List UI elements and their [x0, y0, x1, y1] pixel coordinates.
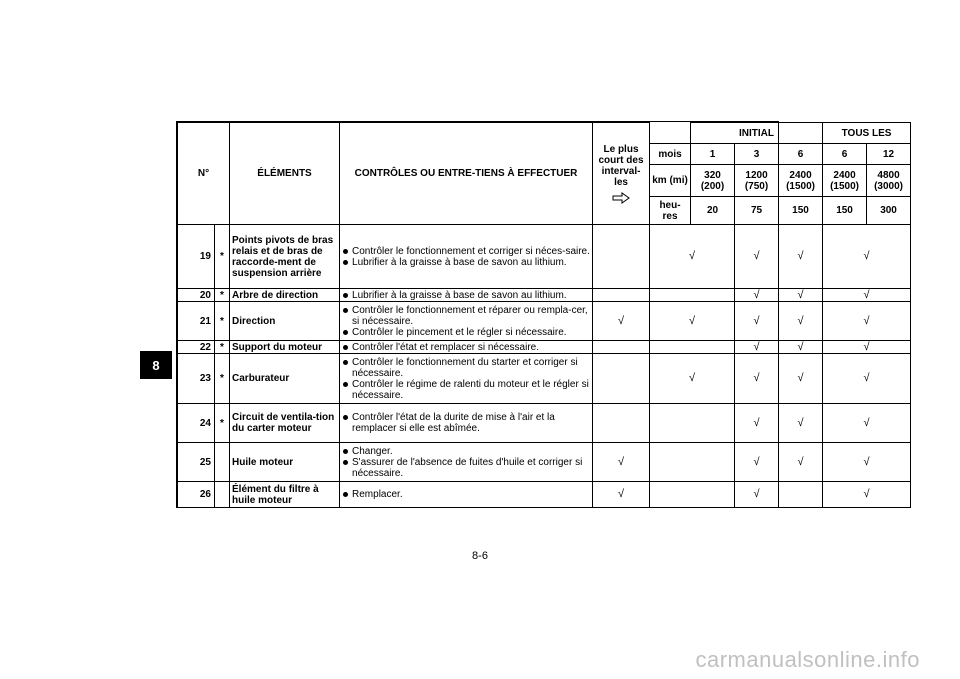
check-cell: √: [735, 225, 779, 289]
row-element: Huile moteur: [230, 443, 340, 482]
row-tasks: [340, 289, 593, 302]
hours-cell: 150: [779, 197, 823, 225]
check-cell: √: [779, 443, 823, 482]
row-star: *: [215, 404, 230, 443]
check-cell: √: [823, 404, 911, 443]
task-item: Contrôler le fonctionnement du starter et corriger si nécessaire.: [342, 357, 590, 379]
check-cell: √: [779, 341, 823, 354]
task-item: Contrôler le régime de ralenti du moteur et le régler si nécessaire.: [342, 379, 590, 401]
task-item: Lubrifier à la graisse à base de savon au lithium.: [342, 290, 590, 301]
row-element: Arbre de direction: [230, 289, 340, 302]
row-tasks: [340, 302, 593, 341]
check-cell: √: [735, 341, 779, 354]
row-tasks: [340, 225, 593, 289]
hours-cell: 150: [823, 197, 867, 225]
row-number: 20: [178, 289, 215, 302]
check-cell: √: [779, 354, 823, 404]
task-item: Remplacer.: [342, 489, 590, 500]
table-row: [178, 302, 911, 341]
maintenance-table: [177, 122, 911, 508]
check-cell: √: [735, 289, 779, 302]
check-cell: √: [735, 302, 779, 341]
check-cell: √: [823, 289, 911, 302]
check-cell: [779, 482, 823, 508]
shortest-interval-label: Le plus court des interval-les: [598, 143, 644, 188]
check-cell: √: [779, 225, 823, 289]
row-element: Direction: [230, 302, 340, 341]
check-cell: [650, 289, 735, 302]
row-number: 24: [178, 404, 215, 443]
check-cell: √: [593, 443, 650, 482]
row-tasks: [340, 354, 593, 404]
row-element: Carburateur: [230, 354, 340, 404]
km-cell: 2400 (1500): [779, 165, 823, 197]
row-element: Support du moteur: [230, 341, 340, 354]
task-item: Contrôler l'état de la durite de mise à l'air et la remplacer si elle est abîmée.: [342, 412, 590, 434]
table-row: [178, 341, 911, 354]
row-tasks: [340, 443, 593, 482]
row-number: 25: [178, 443, 215, 482]
header-elements: ÉLÉMENTS: [230, 123, 340, 225]
row-element: Circuit de ventila-tion du carter moteur: [230, 404, 340, 443]
task-item: S'assurer de l'absence de fuites d'huile et corriger si nécessaire.: [342, 457, 590, 479]
check-cell: [593, 341, 650, 354]
watermark: carmanualsonline.info: [695, 647, 920, 672]
row-star: *: [215, 354, 230, 404]
row-number: 21: [178, 302, 215, 341]
task-item: Contrôler le fonctionnement et réparer ou rempla-cer, si nécessaire.: [342, 305, 590, 327]
header-every: TOUS LES: [823, 123, 911, 144]
check-cell: √: [823, 341, 911, 354]
months-cell: 12: [867, 144, 911, 165]
check-cell: √: [650, 302, 735, 341]
maintenance-table-frame: [176, 121, 903, 508]
row-tasks: [340, 482, 593, 508]
task-item: Contrôler l'état et remplacer si nécessaire.: [342, 342, 590, 353]
chapter-tab: [140, 351, 172, 379]
row-tasks: [340, 341, 593, 354]
table-row: [178, 443, 911, 482]
check-cell: √: [593, 482, 650, 508]
check-cell: [650, 404, 735, 443]
check-cell: √: [823, 225, 911, 289]
row-element: Élément du filtre à huile moteur: [230, 482, 340, 508]
months-cell: 6: [779, 144, 823, 165]
unit-months: mois: [650, 144, 691, 165]
km-cell: 1200 (750): [735, 165, 779, 197]
row-star: *: [215, 289, 230, 302]
unit-km: km (mi): [650, 165, 691, 197]
table-row: [178, 482, 911, 508]
task-item: Contrôler le pincement et le régler si nécessaire.: [342, 327, 590, 338]
header-initial: INITIAL: [691, 123, 823, 144]
check-cell: √: [779, 302, 823, 341]
check-cell: √: [650, 225, 735, 289]
hours-cell: 300: [867, 197, 911, 225]
months-cell: 6: [823, 144, 867, 165]
row-number: 26: [178, 482, 215, 508]
row-star: *: [215, 302, 230, 341]
table-row: [178, 354, 911, 404]
km-cell: 4800 (3000): [867, 165, 911, 197]
check-cell: [650, 443, 735, 482]
check-cell: √: [779, 404, 823, 443]
check-cell: [650, 341, 735, 354]
row-star: *: [215, 341, 230, 354]
months-cell: 3: [735, 144, 779, 165]
header-no: N°: [178, 123, 230, 225]
check-cell: √: [735, 482, 779, 508]
row-number: 23: [178, 354, 215, 404]
check-cell: [593, 289, 650, 302]
row-star: [215, 443, 230, 482]
table-row: [178, 225, 911, 289]
check-cell: [593, 354, 650, 404]
hours-cell: 20: [691, 197, 735, 225]
check-cell: √: [593, 302, 650, 341]
check-cell: √: [823, 302, 911, 341]
check-cell: √: [823, 354, 911, 404]
task-item: Contrôler le fonctionnement et corriger si néces-saire.: [342, 246, 590, 257]
km-cell: 2400 (1500): [823, 165, 867, 197]
check-cell: √: [735, 443, 779, 482]
row-number: 19: [178, 225, 215, 289]
page-number: 8-6: [472, 550, 488, 562]
row-element: Points pivots de bras relais et de bras de raccorde-ment de suspension arrière: [230, 225, 340, 289]
row-tasks: [340, 404, 593, 443]
months-cell: 1: [691, 144, 735, 165]
header-tasks: CONTRÔLES OU ENTRE-TIENS À EFFECTUER: [340, 123, 593, 225]
table-row: [178, 404, 911, 443]
chapter-number: 8: [152, 357, 160, 373]
hours-cell: 75: [735, 197, 779, 225]
header-blank: [650, 123, 691, 144]
row-star: [215, 482, 230, 508]
check-cell: [593, 404, 650, 443]
check-cell: [593, 225, 650, 289]
check-cell: [650, 482, 735, 508]
check-cell: √: [650, 354, 735, 404]
check-cell: √: [779, 289, 823, 302]
row-number: 22: [178, 341, 215, 354]
header-shortest-interval: [593, 123, 650, 225]
check-cell: √: [735, 354, 779, 404]
right-arrow-icon: [612, 192, 630, 204]
row-star: *: [215, 225, 230, 289]
table-row: [178, 289, 911, 302]
task-item: Lubrifier à la graisse à base de savon au lithium.: [342, 257, 590, 268]
check-cell: √: [823, 443, 911, 482]
task-item: Changer.: [342, 446, 590, 457]
unit-hours: heu-res: [650, 197, 691, 225]
km-cell: 320 (200): [691, 165, 735, 197]
check-cell: √: [735, 404, 779, 443]
check-cell: √: [823, 482, 911, 508]
